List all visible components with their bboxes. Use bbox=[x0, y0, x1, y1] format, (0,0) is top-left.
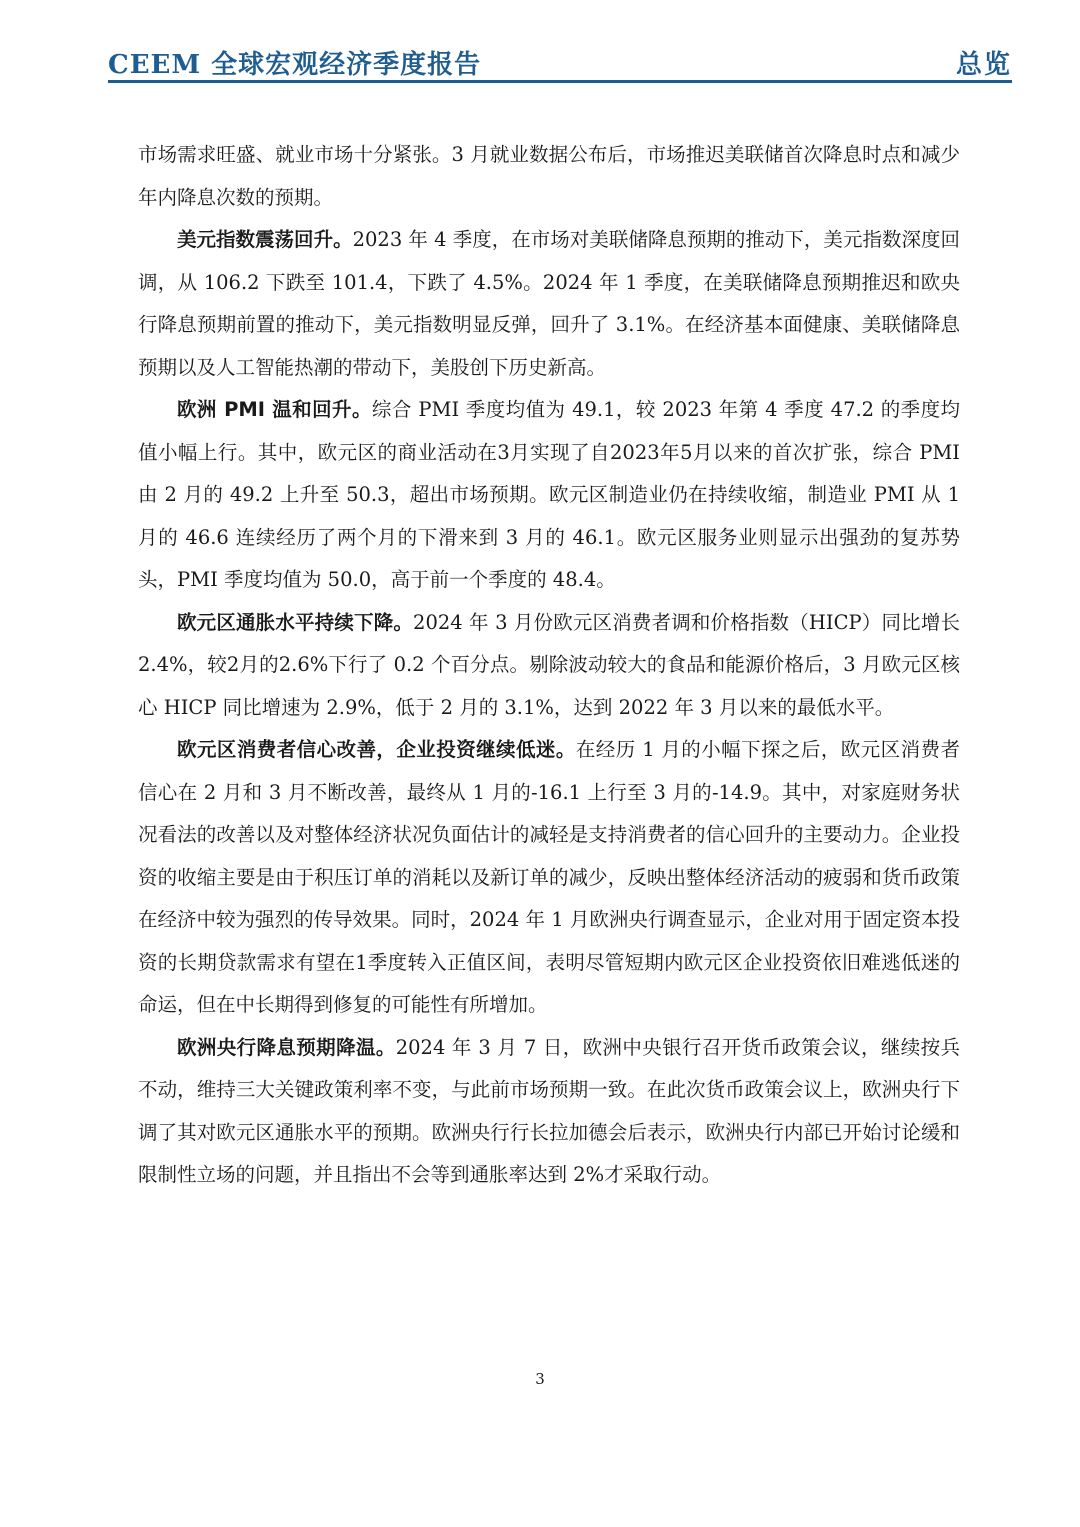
paragraph-body: 2024 年 3 月份欧元区消费者调和价格指数（HICP）同比增长2.4%，较2月的2.6%下行了 0.2 个百分点。剔除波动较大的食品和能源价格后，3 月欧元区核心 HICP 同比增速为 2.9%，低于 2 月的 3.1%，达到 2022 年 3 月以来的最低水平。 bbox=[138, 610, 960, 719]
paragraph-continuation bbox=[138, 134, 960, 219]
header-divider bbox=[108, 80, 1012, 83]
paragraph-lead: 欧洲央行降息预期降温。 bbox=[177, 1035, 396, 1059]
paragraph-ecb-rate-cut bbox=[138, 1027, 960, 1197]
paragraph-lead: 欧元区消费者信心改善，企业投资继续低迷。 bbox=[177, 738, 576, 761]
paragraph-europe-pmi bbox=[138, 389, 960, 602]
paragraph-body: 在经历 1 月的小幅下探之后，欧元区消费者信心在 2 月和 3 月不断改善，最终从 1 月的-16.1 上行至 3 月的-14.9。其中，对家庭财务状况看法的改善以及对整体经济状况负面估计的减轻是支持消费者的信心回升的主要动力。企业投资的收缩主要是由于积压订单的消耗以及新订单的减少，反映出整体经济活动的疲弱和货币政策在经济中较为强烈的传导效果。同时，2024 年 1 月欧洲央行调查显示，企业对用于固定资本投资的长期贷款需求有望在1季度转入正值区间，表明尽管短期内欧元区企业投资依旧难逃低迷的命运，但在中长期得到修复的可能性有所增加。 bbox=[138, 738, 960, 1016]
paragraph-lead: 美元指数震荡回升。 bbox=[177, 228, 353, 251]
paragraph-lead: 欧元区通胀水平持续下降。 bbox=[177, 610, 414, 634]
paragraph-body: 2023 年 4 季度，在市场对美联储降息预期的推动下，美元指数深度回调，从 106.2 下跌至 101.4，下跌了 4.5%。2024 年 1 季度，在美联储降息预期推迟和欧央行降息预期前置的推动下，美元指数明显反弹，回升了 3.1%。在经济基本面健康、美联储降息预期以及人工智能热潮的带动下，美股创下历史新高。 bbox=[138, 228, 960, 379]
paragraph-body: 市场需求旺盛、就业市场十分紧张。3 月就业数据公布后，市场推迟美联储首次降息时点和减少年内降息次数的预期。 bbox=[138, 143, 960, 209]
page-number: 3 bbox=[535, 1370, 545, 1388]
paragraph-consumer-confidence bbox=[138, 729, 960, 1027]
report-title: CEEM 全球宏观经济季度报告 bbox=[108, 50, 482, 80]
body-text bbox=[138, 134, 960, 1197]
paragraph-eurozone-inflation bbox=[138, 602, 960, 730]
paragraph-lead: 欧洲 PMI 温和回升。 bbox=[177, 398, 372, 421]
paragraph-body: 综合 PMI 季度均值为 49.1，较 2023 年第 4 季度 47.2 的季度均值小幅上行。其中，欧元区的商业活动在3月实现了自2023年5月以来的首次扩张，综合 PMI 由 2 月的 49.2 上升至 50.3，超出市场预期。欧元区制造业仍在持续收缩，制造业 PMI 从 1 月的 46.6 连续经历了两个月的下滑来到 3 月的 46.1。欧元区服务业则显示出强劲的复苏势头，PMI 季度均值为 50.0，高于前一个季度的 48.4。 bbox=[138, 398, 961, 591]
paragraph-body: 2024 年 3 月 7 日，欧洲中央银行召开货币政策会议，继续按兵不动，维持三大关键政策利率不变，与此前市场预期一致。在此次货币政策会议上，欧洲央行下调了其对欧元区通胀水平的预期。欧洲央行行长拉加德会后表示，欧洲央行内部已开始讨论缓和限制性立场的问题，并且指出不会等到通胀率达到 2%才采取行动。 bbox=[138, 1035, 960, 1186]
section-label: 总览 bbox=[955, 50, 1012, 80]
paragraph-usd-index bbox=[138, 219, 960, 389]
page-header bbox=[108, 40, 1012, 80]
